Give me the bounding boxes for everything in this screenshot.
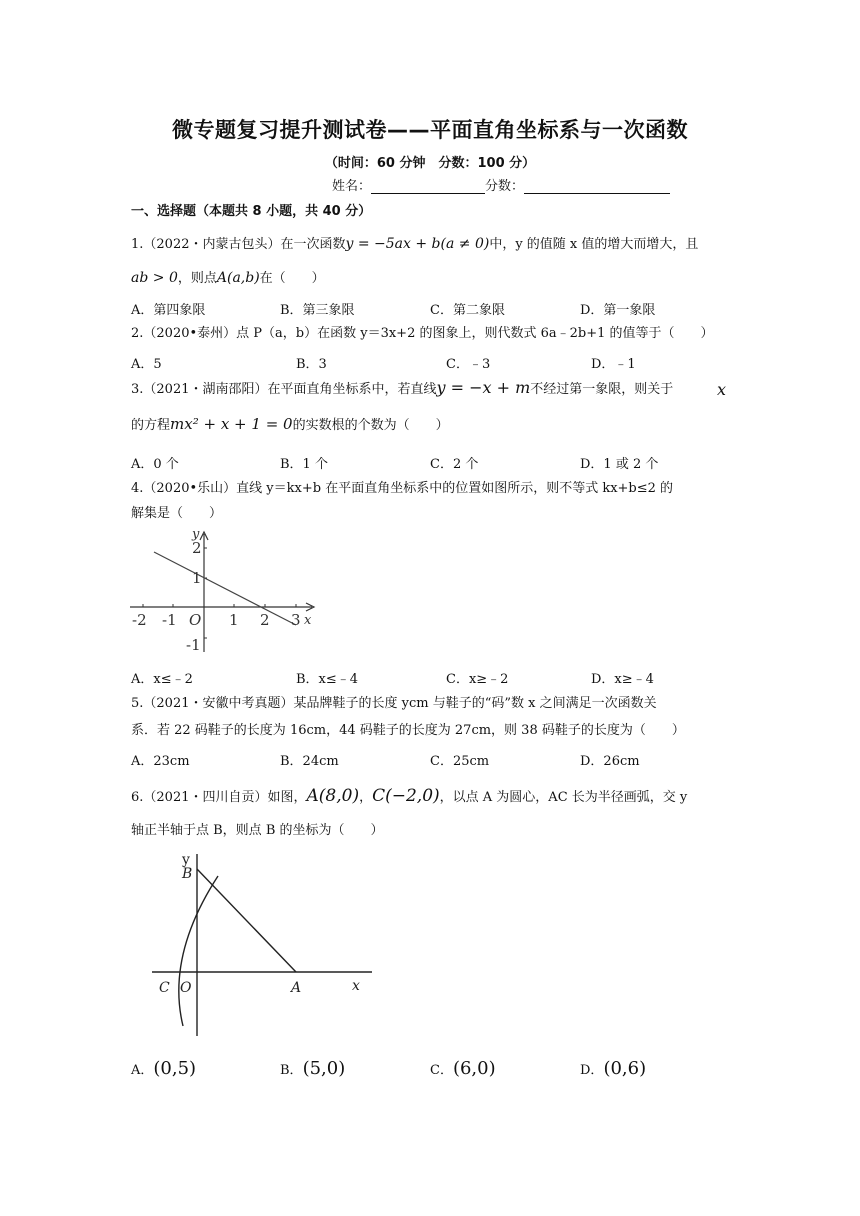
score-label: 分数： bbox=[485, 179, 525, 194]
q2-option-a[interactable]: A．5 bbox=[131, 357, 162, 372]
q1-point: A(a,b) bbox=[216, 270, 260, 286]
q4-tick-yneg1: -1 bbox=[186, 636, 201, 654]
q5-option-c[interactable]: C．25cm bbox=[430, 754, 490, 769]
question-5-line-1: 5.（2021・安徽中考真题）某品牌鞋子的长度 ycm 与鞋子的“码”数 x 之间满足一次函数关 bbox=[131, 696, 657, 711]
q5-option-b[interactable]: B．24cm bbox=[280, 754, 339, 769]
q6-label-b: B bbox=[182, 866, 193, 882]
q3-text-4: 的实数根的个数为（ ） bbox=[292, 418, 449, 433]
q4-graph bbox=[126, 524, 326, 658]
q3-text-2: 不经过第一象限，则关于 bbox=[530, 382, 674, 397]
q4-tick-2: 2 bbox=[260, 611, 270, 629]
question-4-line-1: 4.（2020•乐山）直线 y＝kx+b 在平面直角坐标系中的位置如图所示，则不等式 kx+b≤2 的 bbox=[131, 481, 674, 496]
q3-text: 3.（2021・湖南邵阳）在平面直角坐标系中，若直线 bbox=[131, 382, 437, 397]
question-6-line-1 bbox=[131, 788, 687, 806]
q4-option-c[interactable]: C．x≥﹣2 bbox=[446, 672, 509, 687]
q4-tick-1: 1 bbox=[229, 611, 239, 629]
question-1-line-2 bbox=[131, 270, 325, 287]
page-title: 微专题复习提升测试卷——平面直角坐标系与一次函数 bbox=[172, 118, 688, 142]
q3-text-3: 的方程 bbox=[131, 418, 171, 433]
q5-option-a[interactable]: A．23cm bbox=[131, 754, 190, 769]
q6-segment-ab bbox=[197, 869, 296, 972]
question-4-line-2: 解集是（ ） bbox=[131, 506, 223, 521]
q2-option-d[interactable]: D．﹣1 bbox=[591, 357, 636, 372]
q6-option-d[interactable]: D．(0,6) bbox=[580, 1058, 647, 1079]
q2-option-c[interactable]: C．﹣3 bbox=[446, 357, 491, 372]
q6-x-label: x bbox=[352, 978, 360, 994]
q4-tick-y1: 1 bbox=[192, 569, 202, 587]
q3-option-c[interactable]: C．2 个 bbox=[430, 457, 479, 472]
q4-option-b[interactable]: B．x≤﹣4 bbox=[296, 672, 359, 687]
q6-graph bbox=[146, 846, 376, 1038]
q6-text-2: ，以点 A 为圆心，AC 长为半径画弧，交 y bbox=[439, 790, 688, 805]
q3-formula-line: y = −x + m bbox=[436, 378, 531, 397]
name-label: 姓名： bbox=[332, 179, 372, 194]
q3-var-x: x bbox=[717, 380, 727, 399]
q4-tick-y2: 2 bbox=[192, 539, 202, 557]
q1-text-2: 中，y 的值随 x 值的增大而增大，且 bbox=[489, 237, 699, 252]
q2-option-b[interactable]: B．3 bbox=[296, 357, 327, 372]
q4-tick-3: 3 bbox=[291, 611, 301, 629]
q1-option-a[interactable]: A．第四象限 bbox=[131, 303, 206, 318]
q6-option-a[interactable]: A．(0,5) bbox=[131, 1058, 197, 1079]
q4-tick-neg2: -2 bbox=[132, 611, 147, 629]
q4-option-a[interactable]: A．x≤﹣2 bbox=[131, 672, 193, 687]
name-blank[interactable] bbox=[371, 181, 485, 194]
q4-x-label: x bbox=[304, 613, 312, 628]
question-1-line-1 bbox=[131, 236, 698, 253]
q4-tick-neg1: -1 bbox=[162, 611, 177, 629]
name-score-line bbox=[332, 175, 670, 194]
q1-text-4: 在（ ） bbox=[259, 271, 325, 286]
q1-text: 1.（2022・内蒙古包头）在一次函数 bbox=[131, 237, 346, 252]
q3-option-a[interactable]: A．0 个 bbox=[131, 457, 179, 472]
q6-separator: ， bbox=[359, 790, 373, 805]
q6-point-a: A(8,0) bbox=[306, 786, 360, 806]
question-2: 2.（2020•泰州）点 P（a，b）在函数 y＝3x+2 的图象上，则代数式 6a﹣2b+1 的值等于（ ） bbox=[131, 326, 714, 341]
q6-label-c: C bbox=[159, 980, 170, 996]
question-3-line-1 bbox=[131, 380, 673, 398]
q3-option-d[interactable]: D．1 或 2 个 bbox=[580, 457, 659, 472]
q1-option-d[interactable]: D．第一象限 bbox=[580, 303, 656, 318]
q6-arc bbox=[179, 876, 218, 1026]
q3-option-b[interactable]: B．1 个 bbox=[280, 457, 328, 472]
question-3-line-2 bbox=[131, 416, 449, 434]
exam-info: （时间：60 分钟 分数：100 分） bbox=[324, 156, 536, 171]
q6-option-b[interactable]: B．(5,0) bbox=[280, 1058, 346, 1079]
section-heading: 一、选择题（本题共 8 小题，共 40 分） bbox=[131, 204, 372, 219]
q5-option-d[interactable]: D．26cm bbox=[580, 754, 640, 769]
q4-option-d[interactable]: D．x≥﹣4 bbox=[591, 672, 654, 687]
q3-formula-equation: mx² + x + 1 = 0 bbox=[170, 415, 293, 433]
q6-y-label: y bbox=[182, 852, 190, 868]
q1-formula: y = −5ax + b(a ≠ 0) bbox=[345, 236, 490, 252]
q4-origin-label: O bbox=[189, 611, 202, 629]
question-5-line-2: 系．若 22 码鞋子的长度为 16cm，44 码鞋子的长度为 27cm，则 38 码鞋子的长度为（ ） bbox=[131, 723, 685, 738]
question-6-line-2: 轴正半轴于点 B，则点 B 的坐标为（ ） bbox=[131, 823, 384, 838]
score-blank[interactable] bbox=[524, 181, 670, 194]
q1-option-c[interactable]: C．第二象限 bbox=[430, 303, 505, 318]
q6-label-a: A bbox=[291, 980, 302, 996]
q4-y-label: y bbox=[192, 527, 200, 542]
q6-point-c: C(−2,0) bbox=[372, 786, 440, 806]
q1-text-3: ，则点 bbox=[177, 271, 217, 286]
q6-text: 6.（2021・四川自贡）如图， bbox=[131, 790, 307, 805]
q1-option-b[interactable]: B．第三象限 bbox=[280, 303, 355, 318]
q1-condition: ab > 0 bbox=[131, 270, 178, 286]
q6-label-o: O bbox=[180, 980, 192, 996]
q6-option-c[interactable]: C．(6,0) bbox=[430, 1058, 496, 1079]
